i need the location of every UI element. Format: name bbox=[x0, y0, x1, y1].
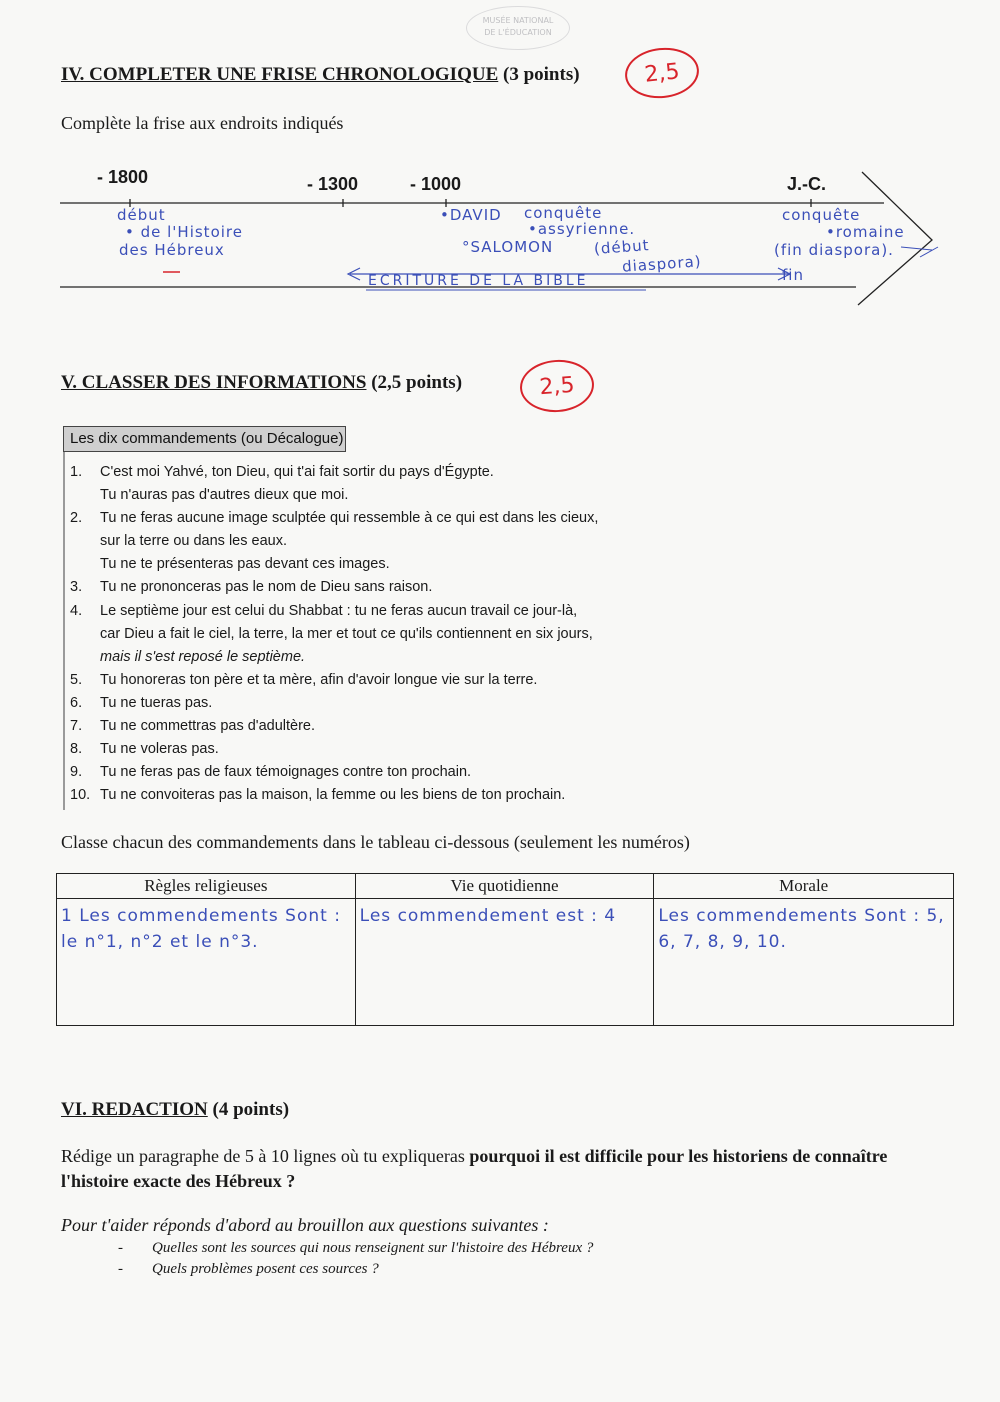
redaction-prompt bbox=[61, 1144, 941, 1194]
note-david: •DAVID bbox=[440, 206, 502, 224]
tick-1800: - 1800 bbox=[97, 167, 149, 187]
commandment-7 bbox=[70, 715, 630, 738]
section-5-score-value: 2,5 bbox=[538, 372, 576, 400]
tick-1300: - 1300 bbox=[307, 174, 359, 194]
header-morale: Morale bbox=[654, 874, 954, 899]
answer-morale: Les commendements Sont : 5, 6, 7, 8, 9, 10. bbox=[658, 906, 945, 952]
commandment-line: Tu ne voleras pas. bbox=[100, 741, 219, 758]
commandment-line: Tu honoreras ton père et ta mère, afin d'avoir longue vie sur la terre. bbox=[100, 671, 538, 688]
commandment-number: 10. bbox=[70, 787, 91, 804]
section-4-instruction: Complète la frise aux endroits indiqués bbox=[61, 113, 344, 133]
note-debut-diaspora-2: diaspora) bbox=[621, 252, 703, 276]
header-vie-quotidienne: Vie quotidienne bbox=[355, 874, 654, 899]
commandment-2 bbox=[70, 507, 630, 576]
commandment-line: Tu ne tueras pas. bbox=[100, 694, 213, 711]
commandment-line: mais il s'est reposé le septième. bbox=[100, 648, 306, 665]
commandment-5 bbox=[70, 669, 630, 692]
question-text: Quels problèmes posent ces sources ? bbox=[152, 1261, 379, 1277]
decalogue-side-bar bbox=[63, 452, 65, 810]
commandment-line: Tu ne feras aucune image sculptée qui ressemble à ce qui est dans les cieux, bbox=[100, 510, 599, 527]
note-romaine-1: conquête bbox=[782, 206, 861, 224]
section-5-title-points: (2,5 points) bbox=[366, 372, 463, 393]
commandment-number: 6. bbox=[70, 694, 83, 711]
commandment-3 bbox=[70, 576, 630, 599]
commandment-line: Tu n'auras pas d'autres dieux que moi. bbox=[100, 487, 349, 504]
commandment-6 bbox=[70, 692, 630, 715]
bullet-dash: - bbox=[118, 1261, 123, 1277]
commandment-line: Le septième jour est celui du Shabbat : tu ne feras aucun travail ce jour-là, bbox=[100, 602, 578, 619]
commandment-number: 7. bbox=[70, 718, 83, 735]
commandment-9 bbox=[70, 761, 630, 784]
answer-regles-religieuses: 1 Les commendements Sont : le n°1, n°2 et le n°3. bbox=[61, 906, 341, 952]
commandment-number: 5. bbox=[70, 671, 83, 688]
note-debut-1: début bbox=[117, 206, 166, 224]
section-5-title bbox=[61, 372, 462, 394]
note-debut-3: des Hébreux bbox=[119, 241, 225, 259]
section-6-title-main: VI. REDACTION bbox=[61, 1099, 208, 1120]
note-salomon: °SALOMON bbox=[462, 238, 554, 256]
note-conquete-2: •assyrienne. bbox=[528, 220, 636, 238]
timeline-frieze bbox=[0, 0, 1000, 320]
section-6-title bbox=[61, 1099, 289, 1121]
tick-jc: J.-C. bbox=[787, 174, 827, 194]
question-2 bbox=[118, 1259, 593, 1280]
section-4-title-main: IV. COMPLETER UNE FRISE CHRONOLOGIQUE bbox=[61, 64, 499, 85]
decalogue-title: Les dix commandements (ou Décalogue) bbox=[63, 426, 346, 452]
commandment-10 bbox=[70, 784, 630, 807]
cell-morale[interactable] bbox=[654, 899, 954, 1026]
commandment-line: Tu ne convoiteras pas la maison, la femme ou les biens de ton prochain. bbox=[100, 787, 566, 804]
bullet-dash: - bbox=[118, 1240, 123, 1256]
note-debut-diaspora-1: (début bbox=[593, 236, 651, 258]
tick-1000: - 1000 bbox=[410, 174, 462, 194]
commandment-line: Tu ne commettras pas d'adultère. bbox=[100, 718, 316, 735]
commandment-number: 4. bbox=[70, 602, 83, 619]
answer-vie-quotidienne: Les commendement est : 4 bbox=[359, 906, 617, 926]
cell-vie-quotidienne[interactable] bbox=[355, 899, 654, 1026]
note-fin: fin bbox=[782, 266, 804, 284]
commandment-4 bbox=[70, 600, 630, 669]
commandment-line: C'est moi Yahvé, ton Dieu, qui t'ai fait sortir du pays d'Égypte. bbox=[100, 464, 494, 480]
redaction-prompt-bold: pourquoi il est difficile pour les historiens de connaître l'histoire exacte des Hébreux ? bbox=[61, 1146, 888, 1191]
question-1 bbox=[118, 1238, 593, 1259]
commandment-number: 2. bbox=[70, 510, 83, 527]
stamp-line-2: DE L'ÉDUCATION bbox=[484, 28, 552, 37]
commandment-line: Tu ne prononceras pas le nom de Dieu sans raison. bbox=[100, 579, 433, 596]
note-romaine-3: (fin diaspora). bbox=[774, 241, 894, 259]
commandment-line: Tu ne feras pas de faux témoignages contre ton prochain. bbox=[100, 764, 472, 781]
section-5-title-main: V. CLASSER DES INFORMATIONS bbox=[61, 372, 367, 393]
section-5-score bbox=[518, 357, 595, 414]
section-4-title-points: (3 points) bbox=[498, 64, 580, 85]
commandment-number: 9. bbox=[70, 764, 83, 781]
stamp-line-1: MUSÉE NATIONAL bbox=[482, 16, 554, 25]
commandment-line: car Dieu a fait le ciel, la terre, la mer et tout ce qu'ils contiennent en six jours, bbox=[100, 625, 593, 642]
redaction-prompt-start: Rédige un paragraphe de 5 à 10 lignes où tu expliqueras bbox=[61, 1146, 470, 1166]
commandment-8 bbox=[70, 738, 630, 761]
help-questions bbox=[118, 1238, 593, 1280]
decalogue-list bbox=[70, 461, 630, 807]
help-intro: Pour t'aider réponds d'abord au brouillon aux questions suivantes : bbox=[61, 1215, 549, 1235]
note-romaine-2: •romaine bbox=[826, 223, 905, 241]
note-ecriture-bible: ECRITURE DE LA BIBLE bbox=[368, 273, 589, 289]
section-6-title-points: (4 points) bbox=[207, 1099, 290, 1120]
commandment-1 bbox=[70, 461, 630, 507]
commandment-number: 1. bbox=[70, 464, 83, 480]
commandment-line: Tu ne te présenteras pas devant ces images. bbox=[100, 556, 390, 573]
commandment-line: sur la terre ou dans les eaux. bbox=[100, 533, 287, 550]
note-conquete-1: conquête bbox=[524, 204, 603, 222]
commandment-number: 8. bbox=[70, 741, 83, 758]
commandment-number: 3. bbox=[70, 579, 83, 596]
section-4-score-value: 2,5 bbox=[643, 58, 681, 88]
header-regles-religieuses: Règles religieuses bbox=[57, 874, 356, 899]
question-text: Quelles sont les sources qui nous renseignent sur l'histoire des Hébreux ? bbox=[152, 1240, 594, 1256]
classification-table bbox=[56, 873, 954, 1026]
cell-regles-religieuses[interactable] bbox=[57, 899, 356, 1026]
note-debut-2: • de l'Histoire bbox=[125, 223, 243, 241]
table-instruction: Classe chacun des commandements dans le tableau ci-dessous (seulement les numéros) bbox=[61, 832, 690, 852]
